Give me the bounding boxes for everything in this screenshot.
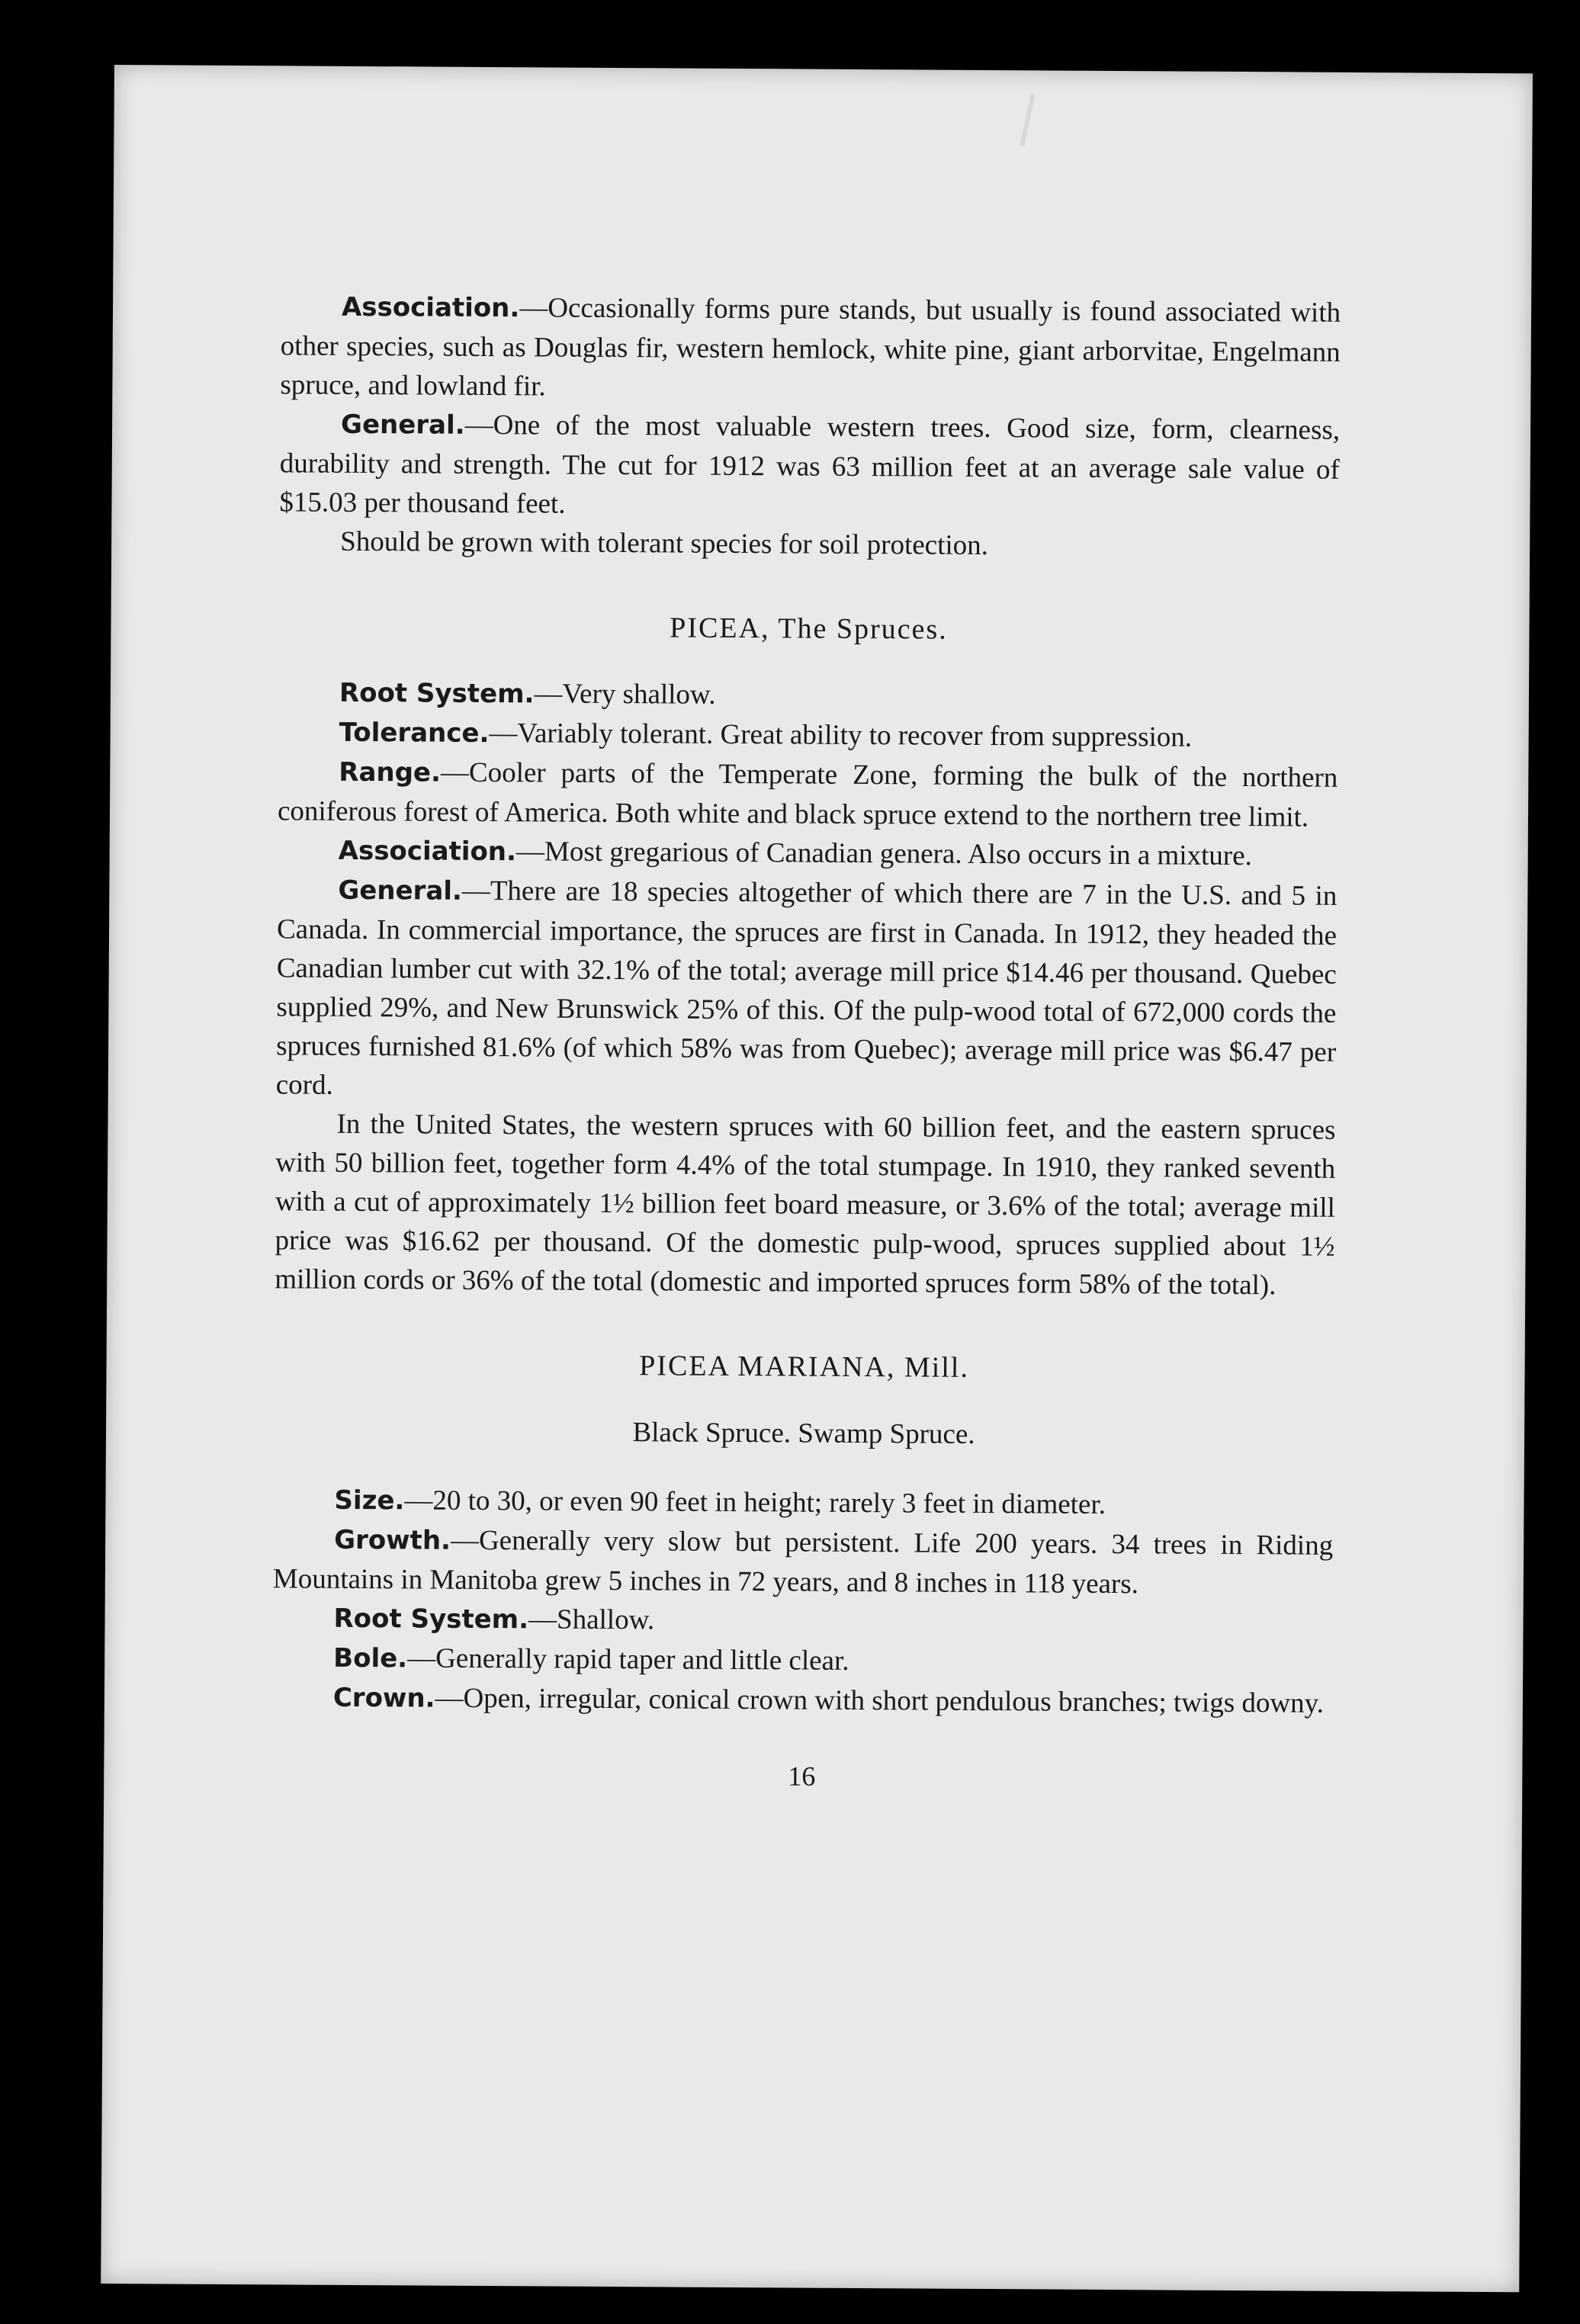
- mariana-bole-paragraph: [272, 1638, 1332, 1684]
- mariana-size-paragraph: [273, 1480, 1333, 1526]
- mariana-root-system-text: —Shallow.: [528, 1603, 655, 1636]
- mariana-growth-heading: Growth.: [334, 1524, 451, 1556]
- picea-root-system-heading: Root System.: [339, 677, 535, 710]
- page-number: 16: [788, 1761, 816, 1792]
- picea-root-system-paragraph: [278, 672, 1338, 718]
- mariana-bole-heading: Bole.: [333, 1642, 408, 1674]
- book-page: [101, 65, 1533, 2292]
- mariana-size-text: —20 to 30, or even 90 feet in height; rarely 3 feet in diameter.: [404, 1485, 1106, 1520]
- picea-tolerance-heading: Tolerance.: [339, 717, 490, 750]
- picea-range-heading: Range.: [339, 756, 442, 788]
- general-text: —One of the most valuable western trees. Good size, form, clearness, durability and strength. The cut for 1912 was 63 million feet at an average sale value of $15.03 per thousand feet.: [279, 409, 1341, 520]
- picea-association-heading: Association.: [338, 835, 517, 868]
- picea-us-paragraph: In the United States, the western spruces with 60 billion feet, and the eastern spruces with 50 billion feet, together form 4.4% of the total stumpage. In 1910, they ranked seventh with a cut of approximately 1½ billion feet board measure, or 3.6% of the total; average mill price was $16.62 per thousand. Of the domestic pulp-wood, spruces supplied about 1½ million cords or 36% of the total (domestic and imported spruces form 58% of the total).: [275, 1108, 1336, 1302]
- mariana-bole-text: —Generally rapid taper and little clear.: [407, 1642, 849, 1677]
- mariana-root-system-paragraph: [272, 1598, 1332, 1644]
- picea-range-text: —Cooler parts of the Temperate Zone, forming the bulk of the northern coniferous forest of America. Both white and black spruce extend to the northern tree limit.: [277, 756, 1338, 833]
- mariana-crown-heading: Crown.: [332, 1682, 435, 1714]
- picea-tolerance-text: —Variably tolerant. Great ability to recover from suppression.: [489, 717, 1193, 753]
- picea-general-text: —There are 18 species altogether of which there are 7 in the U.S. and 5 in Canada. In commercial importance, the spruces are first in Canada. In 1912, they headed the Canadian lumber cut with 32.1% of the total; average mill price $14.46 per thousand. Quebec supplied 29%, and New Brunswick 25% of this. Of the pulp-wood total of 672,000 cords the spruces furnished 81.6% (of which 58% was from Quebec); average mill price was $6.47 per cord.: [275, 875, 1338, 1101]
- mariana-growth-paragraph: [273, 1520, 1334, 1604]
- soil-protection-note: Should be grown with tolerant species for soil protection.: [340, 525, 989, 562]
- picea-association-text: —Most gregarious of Canadian genera. Also occurs in a mixture.: [515, 836, 1252, 872]
- mariana-crown-paragraph: [272, 1677, 1332, 1723]
- association-paragraph: [280, 287, 1341, 410]
- mariana-crown-text: —Open, irregular, conical crown with short pendulous branches; twigs downy.: [435, 1682, 1325, 1719]
- mariana-root-system-heading: Root System.: [333, 1603, 529, 1635]
- picea-root-system-text: —Very shallow.: [534, 678, 716, 711]
- page-edge-mark: [1020, 93, 1036, 146]
- page-content: [271, 287, 1341, 1799]
- picea-mariana-subtitle: Black Spruce. Swamp Spruce.: [632, 1417, 975, 1450]
- association-text: —Occasionally forms pure stands, but usually is found associated with other species, such as Douglas fir, western hemlock, white pine, giant arborvitae, Engelmann spruce, and lowland fir.: [280, 292, 1341, 403]
- picea-mariana-title: PICEA MARIANA, Mill.: [639, 1350, 970, 1384]
- general-heading: General.: [341, 409, 465, 441]
- picea-tolerance-paragraph: [278, 712, 1338, 758]
- picea-general-paragraph: [276, 870, 1338, 1110]
- picea-title: PICEA, The Spruces.: [670, 611, 948, 646]
- association-heading: Association.: [341, 291, 520, 324]
- mariana-size-heading: Size.: [334, 1485, 405, 1517]
- picea-general-heading: General.: [338, 875, 463, 907]
- picea-range-paragraph: [278, 752, 1338, 836]
- mariana-growth-text: —Generally very slow but persistent. Life 200 years. 34 trees in Riding Mountains in Manitoba grew 5 inches in 72 years, and 8 inches in 118 years.: [272, 1524, 1334, 1600]
- general-paragraph: [279, 404, 1340, 528]
- picea-association-paragraph: [278, 830, 1338, 876]
